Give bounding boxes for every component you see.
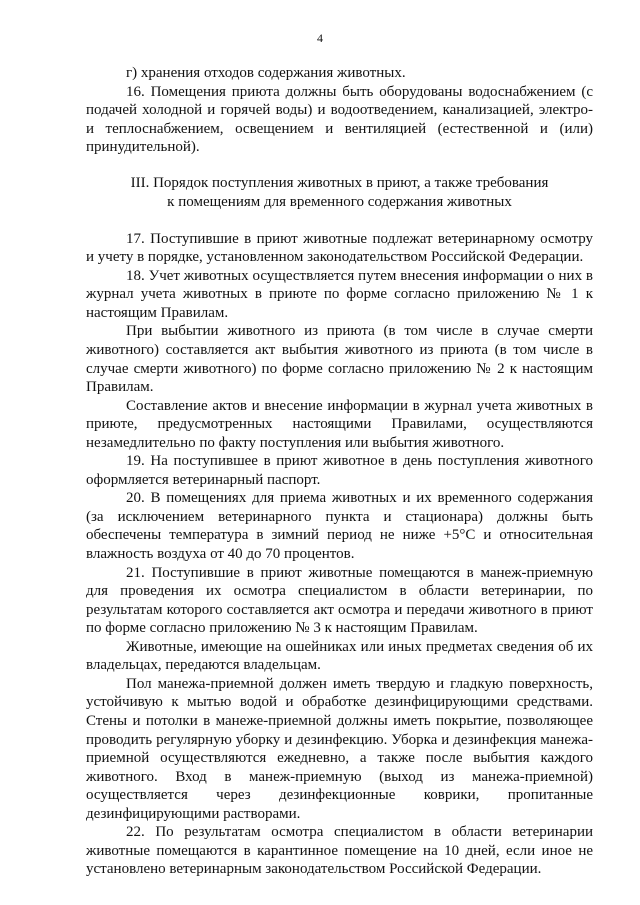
page-number: 4: [317, 31, 323, 45]
section-heading: [86, 174, 593, 212]
paragraph-18: 18. Учет животных осуществляется путем внесения информации о них в журнал учета животных в приюте по форме согласно приложению № 1 к настоящим Правилам.: [86, 267, 593, 321]
paragraph-21-owners: Животные, имеющие на ошейниках или иных предметах сведения об их владельцах, передаются владельцам.: [86, 638, 593, 674]
paragraph-20: 20. В помещениях для приема животных и их временного содержания (за исключением ветеринарного пункта и стационара) должны быть обеспечены температура в зимний период не ниже +5°С и относительная влажность воздуха от 40 до 70 процентов.: [86, 490, 593, 563]
section-heading-line-1: III. Порядок поступления животных в приют, а также требования: [130, 174, 549, 191]
paragraph-21-floor: Пол манежа-приемной должен иметь твердую и гладкую поверхность, устойчивую к мытью водой и обработке дезинфицирующими средствами. Стены и потолки в манеже-приемной должны иметь покрытие, позволяющее проводить регулярную уборку и дезинфекцию. Уборка и дезинфекция манежа-приемной осуществляются ежедневно, а также после выбытия каждого животного. Вход в манеж-приемную (выход из манежа-приемной) осуществляется через дезинфекционные коврики, пропитанные дезинфицирующими растворами.: [86, 675, 593, 822]
paragraph-22: 22. По результатам осмотра специалистом в области ветеринарии животные помещаются в карантинное помещение на 10 дней, если иное не установлено ветеринарным законодательством Российской Федерации.: [86, 824, 593, 878]
paragraph-19: 19. На поступившее в приют животное в день поступления животного оформляется ветеринарный паспорт.: [86, 453, 593, 488]
paragraph-item-g: г) хранения отходов содержания животных.: [126, 65, 406, 81]
document-body: [86, 64, 593, 879]
paragraph-21: 21. Поступившие в приют животные помещаются в манеж-приемную для проведения их осмотра специалистом в области ветеринарии, по результатам которого составляется акт осмотра и передачи животного в приют по форме согласно приложению № 3 к настоящим Правилам.: [86, 564, 593, 637]
paragraph-17: 17. Поступившие в приют животные подлежат ветеринарному осмотру и учету в порядке, установленном законодательством Российской Федерации.: [86, 230, 593, 266]
paragraph-16: 16. Помещения приюта должны быть оборудованы водоснабжением (с подачей холодной и горячей воды) и водоотведением, канализацией, электро- и теплоснабжением, освещением и вентиляцией (естественной и (или) принудительной).: [86, 83, 593, 156]
section-heading-line-2: к помещениям для временного содержания животных: [167, 193, 512, 210]
paragraph-18-disposal: При выбытии животного из приюта (в том числе в случае смерти животного) составляется акт выбытия животного из приюта (в том числе в случае смерти животного) по форме согласно приложению № 2 к настоящим Правилам.: [86, 323, 593, 396]
paragraph-18-records: Составление актов и внесение информации в журнал учета животных в приюте, предусмотренных настоящими Правилами, осуществляются незамедлительно по факту поступления или выбытия животного.: [86, 397, 593, 451]
